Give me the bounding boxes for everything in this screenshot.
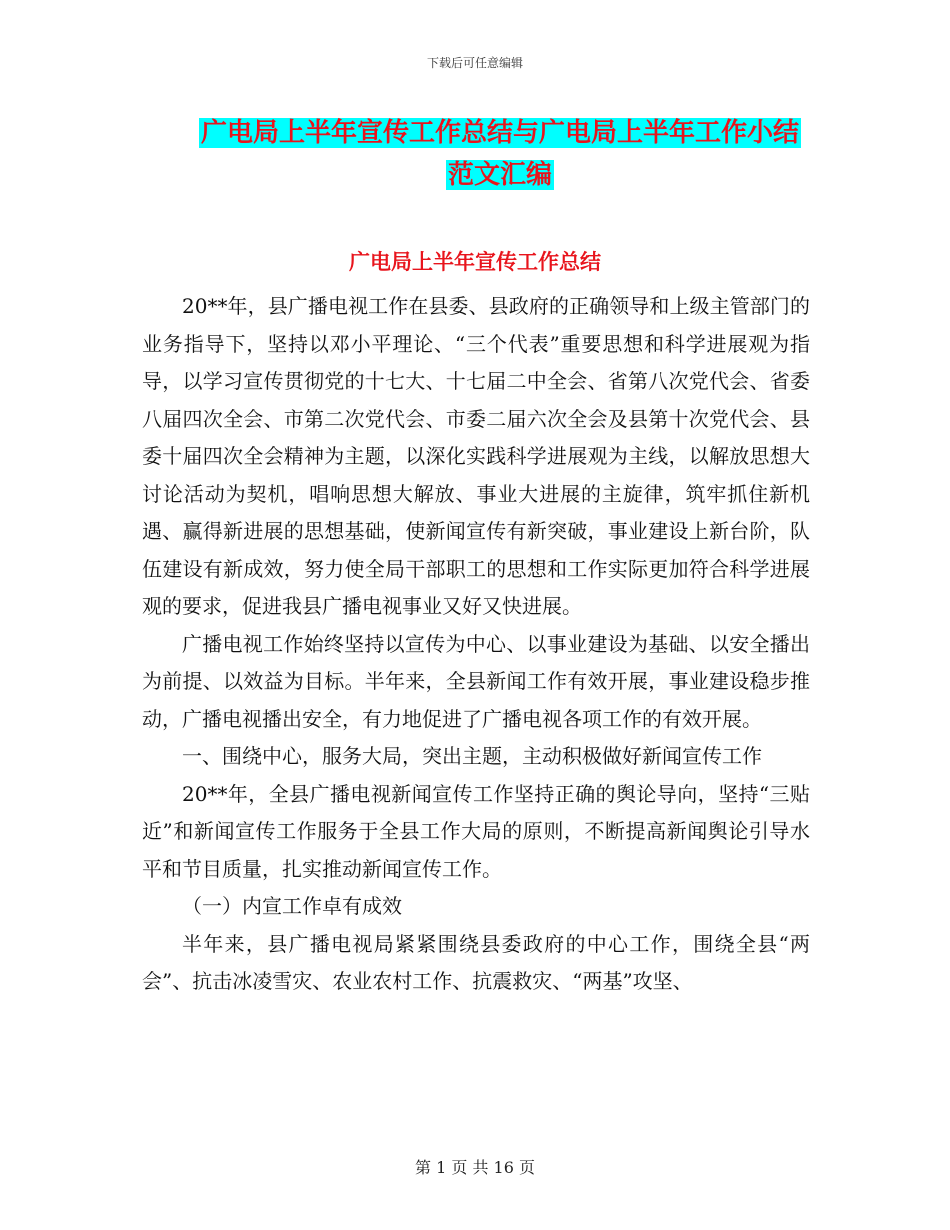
document-title [140,112,860,196]
header-note: 下载后可任意编辑 [426,56,523,70]
paragraph: 广播电视工作始终坚持以宣传为中心、以事业建设为基础、以安全播出为前提、以效益为目标。半年来，全县新闻工作有效开展，事业建设稳步推动，广播电视播出安全，有力地促进了广播电视各项工作的有效开展。 [142,631,810,731]
paragraph-heading: 一、围绕中心，服务大局，突出主题，主动积极做好新闻宣传工作 [182,744,762,768]
document-body [142,288,810,1001]
page-number: 第 1 页 共 16 页 [415,1158,535,1177]
paragraph: 半年来，县广播电视局紧紧围绕县委政府的中心工作，围绕全县“两会”、抗击冰凌雪灾、农业农村工作、抗震救灾、“两基”攻坚、 [142,931,810,993]
document-title-line2: 范文汇编 [447,160,552,190]
paragraph: 20**年，全县广播电视新闻宣传工作坚持正确的舆论导向，坚持“三贴近”和新闻宣传工作服务于全县工作大局的原则，不断提高新闻舆论引导水平和节目质量，扎实推动新闻宣传工作。 [142,781,810,881]
paragraph-subheading: （一）内宣工作卓有成效 [182,894,402,918]
section-title: 广电局上半年宣传工作总结 [349,250,601,274]
document-title-line1: 广电局上半年宣传工作总结与广电局上半年工作小结 [200,118,799,148]
paragraph: 20**年，县广播电视工作在县委、县政府的正确领导和上级主管部门的业务指导下，坚持以邓小平理论、“三个代表”重要思想和科学进展观为指导，以学习宣传贯彻党的十七大、十七届二中全会、省第八次党代会、省委八届四次全会、市第二次党代会、市委二届六次全会及县第十次党代会、县委十届四次全会精神为主题，以深化实践科学进展观为主线，以解放思想大讨论活动为契机，唱响思想大解放、事业大进展的主旋律，筑牢抓住新机遇、赢得新进展的思想基础，使新闻宣传有新突破，事业建设上新台阶，队伍建设有新成效，努力使全局干部职工的思想和工作实际更加符合科学进展观的要求，促进我县广播电视事业又好又快进展。 [142,294,810,618]
